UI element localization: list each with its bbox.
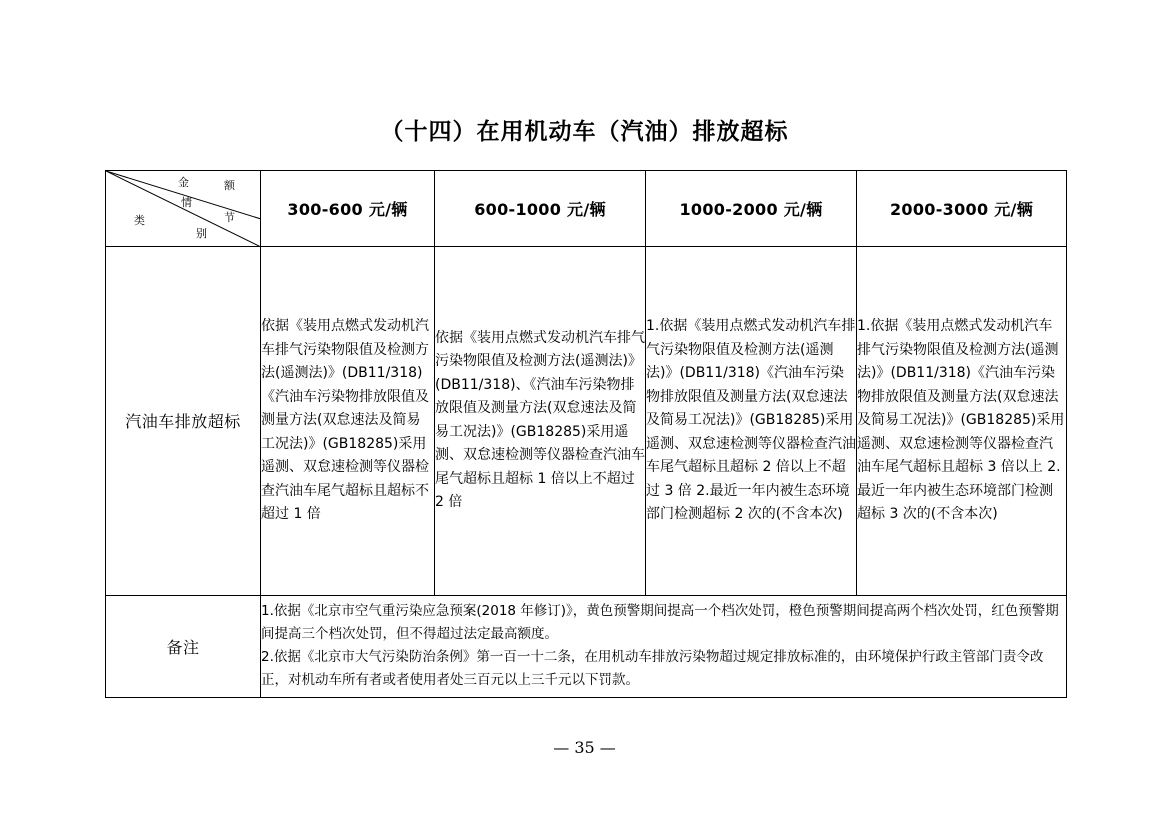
diag-label-jin: 金 <box>178 176 189 189</box>
notes-label: 备注 <box>106 595 261 697</box>
notes-row <box>106 595 1067 697</box>
amount-header-2: 600-1000 元/辆 <box>435 171 646 247</box>
header-row <box>106 171 1067 247</box>
penalty-criteria-1: 依据《装用点燃式发动机汽车排气污染物限值及检测方法(遥测法)》(DB11/318)《汽油车污染物排放限值及测量方法(双怠速法及简易工况法)》(GB18285)采用遥测、双怠速检测等仪器检查汽油车尾气超标且超标不超过 1 倍 <box>261 247 435 596</box>
amount-header-3: 1000-2000 元/辆 <box>646 171 857 247</box>
penalty-criteria-4: 1.依据《装用点燃式发动机汽车排气污染物限值及检测方法(遥测法)》(DB11/318)《汽油车污染物排放限值及测量方法(双怠速法及简易工况法)》(GB18285)采用遥测、双怠速检测等仪器检查汽油车尾气超标且超标 3 倍以上 2.最近一年内被生态环境部门检测超标 3 次的(不含本次) <box>857 247 1067 596</box>
penalty-criteria-3: 1.依据《装用点燃式发动机汽车排气污染物限值及检测方法(遥测法)》(DB11/318)《汽油车污染物排放限值及测量方法(双怠速法及简易工况法)》(GB18285)采用遥测、双怠速检测等仪器检查汽油车尾气超标且超标 2 倍以上不超过 3 倍 2.最近一年内被生态环境部门检测超标 2 次的(不含本次) <box>646 247 857 596</box>
diag-label-jie: 节 <box>224 211 235 224</box>
diagonal-header-cell <box>106 171 261 247</box>
diag-label-lei: 类 <box>134 214 145 227</box>
note-2: 2.依据《北京市大气污染防治条例》第一百一十二条，在用机动车排放污染物超过规定排放标准的，由环境保护行政主管部门责令改正，对机动车所有者或者使用者处三百元以上三千元以下罚款。 <box>261 649 1044 689</box>
penalty-table <box>105 170 1067 698</box>
amount-header-4: 2000-3000 元/辆 <box>857 171 1067 247</box>
amount-header-1: 300-600 元/辆 <box>261 171 435 247</box>
penalty-criteria-2: 依据《装用点燃式发动机汽车排气污染物限值及检测方法(遥测法)》(DB11/318)、《汽油车污染物排放限值及测量方法(双怠速法及简易工况法)》(GB18285)采用遥测、双怠速检测等仪器检查汽油车尾气超标且超标 1 倍以上不超过 2 倍 <box>435 247 646 596</box>
diag-label-qing: 情 <box>181 196 192 209</box>
note-1: 1.依据《北京市空气重污染应急预案(2018 年修订)》，黄色预警期间提高一个档次处罚，橙色预警期间提高两个档次处罚，红色预警期间提高三个档次处罚，但不得超过法定最高额度。 <box>261 603 1059 643</box>
row-category: 汽油车排放超标 <box>106 247 261 596</box>
notes-content <box>261 595 1067 697</box>
page-number: — 35 — <box>553 738 616 757</box>
diag-label-bie: 别 <box>196 227 207 240</box>
diag-label-e: 额 <box>224 179 235 192</box>
table-row <box>106 247 1067 596</box>
page-title: （十四）在用机动车（汽油）排放超标 <box>380 119 789 145</box>
